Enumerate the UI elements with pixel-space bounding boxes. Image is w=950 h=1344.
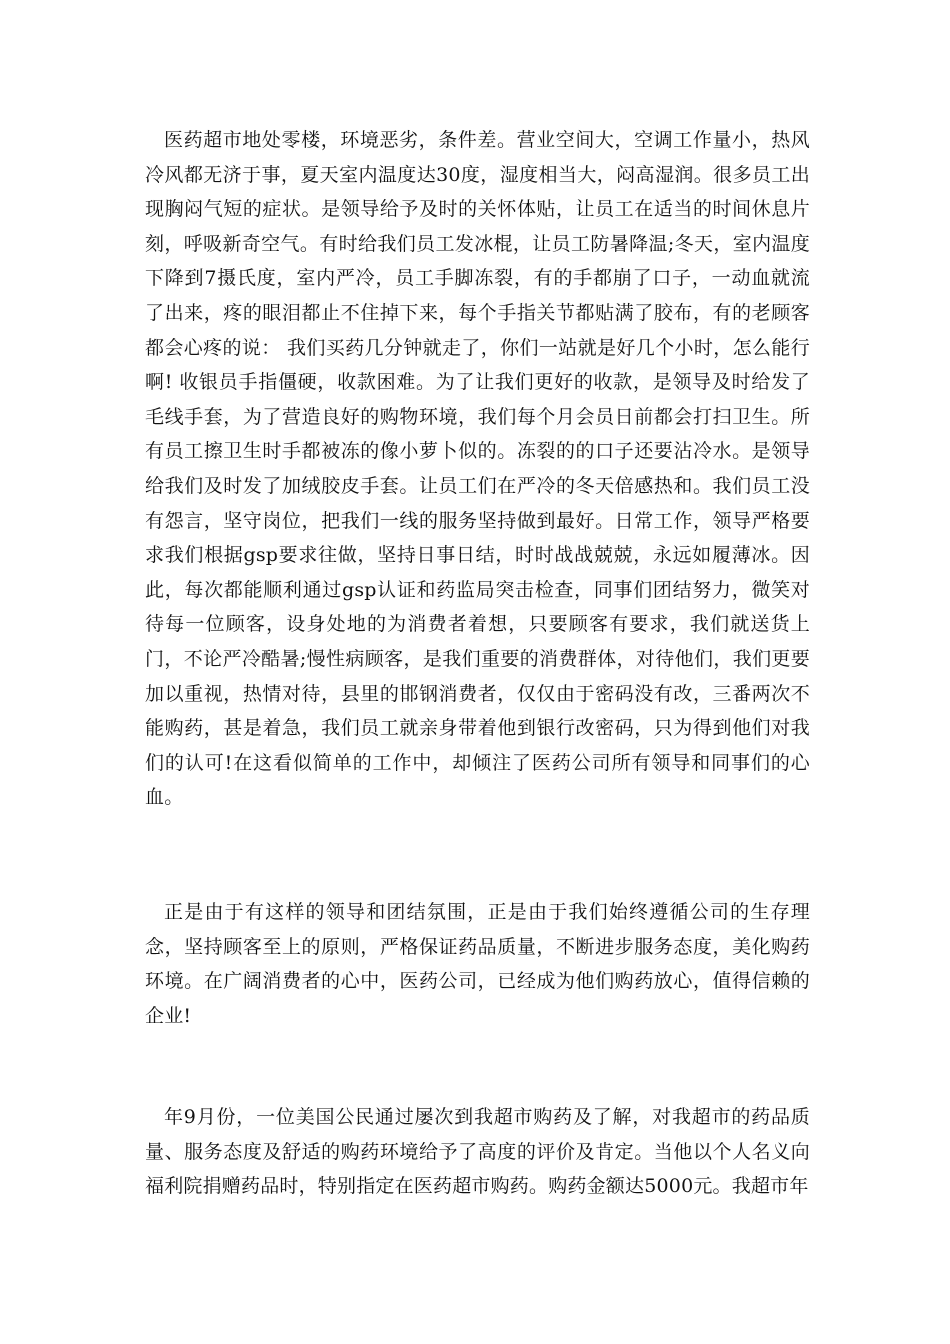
paragraph-staff-care: 医药超市地处零楼，环境恶劣，条件差。营业空间大，空调工作量小，热风冷风都无济于事，夏天室内温度达30度，湿度相当大，闷高湿润。很多员工出现胸闷气短的症状。是领导给予及时的关怀体贴，让员工在适当的时间休息片刻，呼吸新奇空气。有时给我们员工发冰棍，让员工防暑降温;冬天，室内温度下降到7摄氏度，室内严冷，员工手脚冻裂，有的手都崩了口子，一动血就流了出来，疼的眼泪都止不住掉下来，每个手指关节都贴满了胶布，有的老顾客都会心疼的说： 我们买药几分钟就走了，你们一站就是好几个小时，怎么能行啊! 收银员手指僵硬，收款困难。为了让我们更好的收款，是领导及时给发了毛线手套，为了营造良好的购物环境，我们每个月会员日前都会打扫卫生。所有员工擦卫生时手都被冻的像小萝卜似的。冻裂的的口子还要沾冷水。是领导给我们及时发了加绒胶皮手套。让员工们在严冷的冬天倍感热和。我们员工没有怨言，坚守岗位，把我们一线的服务坚持做到最好。日常工作，领导严格要求我们根据gsp要求往做，坚持日事日结，时时战战兢兢，永远如履薄冰。因此，每次都能顺利通过gsp认证和药监局突击检查，同事们团结努力，微笑对待每一位顾客，设身处地的为消费者着想，只要顾客有要求，我们就送货上门，不论严冷酷暑;慢性病顾客，是我们重要的消费群体，对待他们，我们更要加以重视，热情对待，县里的邯钢消费者，仅仅由于密码没有改，三番两次不能购药，甚是着急，我们员工就亲身带着他到银行改密码，只为得到他们对我们的认可!在这看似简单的工作中，却倾注了医药公司所有领导和同事们的心血。 (145, 129, 810, 809)
paragraph-customer-praise: 年9月份，一位美国公民通过屡次到我超市购药及了解，对我超市的药品质量、服务态度及舒适的购药环境给予了高度的评价及肯定。当他以个人名义向福利院捐赠药品时，特别指定在医药超市购药。购药金额达5000元。我超市年 (145, 1106, 810, 1198)
paragraph-company-philosophy: 正是由于有这样的领导和团结氛围，正是由于我们始终遵循公司的生存理念，坚持顾客至上的原则，严格保证药品质量，不断进步服务态度，美化购药环境。在广阔消费者的心中，医药公司，已经成为他们购药放心，值得信赖的企业! (145, 901, 810, 1027)
